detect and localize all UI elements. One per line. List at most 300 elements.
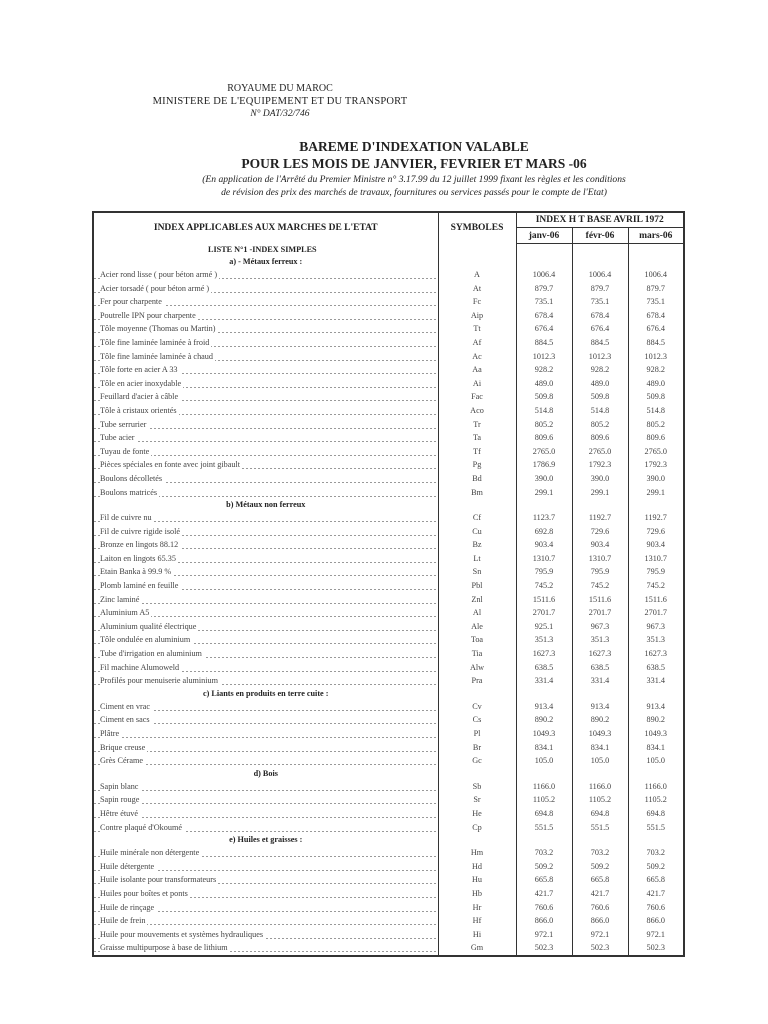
index-symbol: Bd <box>438 472 516 486</box>
index-value: 509.8 <box>516 390 572 404</box>
index-value: 665.8 <box>516 873 572 887</box>
index-symbol: Cf <box>438 511 516 525</box>
index-value: 1012.3 <box>516 350 572 364</box>
column-header-month: janv-06 <box>516 228 572 244</box>
index-name: Feuillard d'acier à câble <box>100 392 179 402</box>
index-value: 703.2 <box>572 846 628 860</box>
document-title <box>0 138 768 172</box>
index-value: 678.4 <box>572 309 628 323</box>
index-value: 676.4 <box>572 322 628 336</box>
index-value: 509.8 <box>646 392 665 402</box>
index-symbol: Bm <box>438 486 516 500</box>
index-name: Tôle en acier inoxydable <box>100 378 182 388</box>
index-symbol: Hb <box>438 887 516 901</box>
index-symbol: Tr <box>438 418 516 432</box>
table-row <box>93 873 684 887</box>
index-symbol: Cv <box>438 700 516 714</box>
index-symbol: Pg <box>438 458 516 472</box>
index-value: 638.5 <box>516 661 572 675</box>
index-value: 834.1 <box>572 741 628 755</box>
table-row <box>93 887 684 901</box>
table-row <box>93 860 684 874</box>
section-header-row <box>93 499 684 511</box>
index-name: Tuyau de fonte <box>100 446 150 456</box>
index-value: 105.0 <box>572 754 628 768</box>
table-row <box>93 727 684 741</box>
table-row <box>93 350 684 364</box>
table-row <box>93 846 684 860</box>
index-name: Etain Banka à 99.9 % <box>100 567 172 577</box>
index-value: 1012.3 <box>644 351 668 361</box>
table-row <box>93 552 684 566</box>
index-name: Bronze en lingots 88.12 <box>100 540 179 550</box>
index-value: 694.8 <box>646 808 665 818</box>
section-header-row <box>93 688 684 700</box>
index-value: 795.9 <box>516 565 572 579</box>
index-value: 676.4 <box>516 322 572 336</box>
index-symbol: Fc <box>438 295 516 309</box>
index-value: 390.0 <box>572 472 628 486</box>
index-symbol: Hd <box>438 860 516 874</box>
index-name: Huile détergente <box>100 861 155 871</box>
index-symbol: Gc <box>438 754 516 768</box>
index-name: Ciment en sacs <box>100 715 150 725</box>
reference-number: N° DAT/32/746 <box>250 109 310 119</box>
table-row <box>93 633 684 647</box>
index-value: 351.3 <box>516 633 572 647</box>
table-row <box>93 713 684 727</box>
index-name: Aluminium qualité électrique <box>100 621 197 631</box>
section-title: b) Métaux non ferreux <box>93 499 438 511</box>
index-name: Hêtre étuvé <box>100 808 138 818</box>
index-value: 879.7 <box>572 282 628 296</box>
index-value: 1511.6 <box>516 593 572 607</box>
index-value: 502.3 <box>572 941 628 956</box>
table-row <box>93 322 684 336</box>
index-value: 729.6 <box>572 525 628 539</box>
index-symbol: Hi <box>438 928 516 942</box>
index-value: 1310.7 <box>572 552 628 566</box>
table-row <box>93 377 684 391</box>
index-value: 760.6 <box>516 901 572 915</box>
table-row <box>93 431 684 445</box>
table-row <box>93 336 684 350</box>
index-value: 703.2 <box>516 846 572 860</box>
column-header-month: févr-06 <box>572 228 628 244</box>
subtitle-line-2: de révision des prix des marchés de travaux, fournitures ou services passés pour le compte de l'Etat) <box>221 187 607 198</box>
index-value: 928.2 <box>516 363 572 377</box>
table-row <box>93 538 684 552</box>
index-value: 2765.0 <box>572 445 628 459</box>
index-value: 351.3 <box>572 633 628 647</box>
index-name: Pièces spéciales en fonte avec joint gibault <box>100 460 241 470</box>
index-name: Huile minérale non détergente <box>100 848 200 858</box>
index-value: 1049.3 <box>644 729 668 738</box>
table-row <box>93 741 684 755</box>
index-value: 1105.2 <box>572 793 628 807</box>
index-name: Tube acier <box>100 433 135 443</box>
table-row <box>93 295 684 309</box>
index-value: 1006.4 <box>644 270 668 279</box>
index-symbol: Ta <box>438 431 516 445</box>
subtitle-line-1: (En application de l'Arrêté du Premier Ministre n° 3.17.99 du 12 juillet 1999 fixant les règles et les conditions <box>202 174 626 185</box>
index-symbol: Lt <box>438 552 516 566</box>
index-value: 972.1 <box>516 928 572 942</box>
index-symbol: Ac <box>438 350 516 364</box>
index-symbol: Ai <box>438 377 516 391</box>
index-value: 694.8 <box>516 807 572 821</box>
index-symbol: Sn <box>438 565 516 579</box>
index-value: 1012.3 <box>572 350 628 364</box>
index-name: Acier rond lisse ( pour béton armé ) <box>100 270 218 279</box>
index-value: 1049.3 <box>516 727 572 741</box>
index-name: Plomb laminé en feuille <box>100 581 179 591</box>
index-value: 551.5 <box>646 822 665 832</box>
kingdom-label: ROYAUME DU MAROC <box>227 83 333 94</box>
table-row <box>93 579 684 593</box>
index-value: 1049.3 <box>572 727 628 741</box>
table-row <box>93 647 684 661</box>
section-title: c) Liants en produits en terre cuite : <box>93 688 438 700</box>
index-name: Brique creuse <box>100 742 146 752</box>
index-symbol: Ale <box>438 620 516 634</box>
index-value: 703.2 <box>646 848 665 858</box>
index-symbol: Al <box>438 606 516 620</box>
index-value: 665.8 <box>572 873 628 887</box>
index-value: 866.0 <box>646 916 665 926</box>
index-value: 331.4 <box>516 674 572 688</box>
index-value: 1792.3 <box>644 460 668 470</box>
index-value: 967.3 <box>572 620 628 634</box>
index-value: 105.0 <box>646 756 665 766</box>
index-value: 805.2 <box>516 418 572 432</box>
index-value: 809.6 <box>646 433 665 443</box>
index-name: Huile pour mouvements et systèmes hydrauliques <box>100 929 264 939</box>
index-value: 1786.9 <box>516 458 572 472</box>
index-value: 913.4 <box>572 700 628 714</box>
table-row <box>93 661 684 675</box>
section-title: a) - Métaux ferreux : <box>93 256 438 268</box>
index-value: 1006.4 <box>516 268 572 282</box>
index-name: Fil de cuivre nu <box>100 513 152 523</box>
index-symbol: Tt <box>438 322 516 336</box>
index-symbol: Aa <box>438 363 516 377</box>
index-value: 1192.7 <box>644 513 667 523</box>
table-row <box>93 914 684 928</box>
index-value: 2701.7 <box>644 608 668 618</box>
index-value: 913.4 <box>646 701 665 711</box>
index-value: 421.7 <box>646 888 665 898</box>
index-value: 866.0 <box>572 914 628 928</box>
index-name: Tôle fine laminée laminée à chaud <box>100 351 213 361</box>
index-symbol: Cs <box>438 713 516 727</box>
table-row <box>93 901 684 915</box>
index-value: 928.2 <box>646 365 665 375</box>
index-name: Boulons décolletés <box>100 473 163 483</box>
table-row <box>93 458 684 472</box>
index-name: Profilés pour menuiserie aluminium <box>100 676 219 686</box>
index-value: 1511.6 <box>644 594 667 604</box>
table-row <box>93 754 684 768</box>
index-symbol: Br <box>438 741 516 755</box>
ministry-name: MINISTERE DE L'EQUIPEMENT ET DU TRANSPORT <box>152 96 408 107</box>
index-symbol: Pra <box>438 674 516 688</box>
index-value: 665.8 <box>646 875 665 885</box>
table-row <box>93 606 684 620</box>
index-value: 884.5 <box>572 336 628 350</box>
index-name: Huiles pour boîtes et ponts <box>100 888 188 898</box>
table-row <box>93 309 684 323</box>
index-value: 809.6 <box>572 431 628 445</box>
index-name: Ciment en vrac <box>100 701 151 711</box>
index-value: 1627.3 <box>516 647 572 661</box>
index-name: Tube serrurier <box>100 419 147 429</box>
index-symbol: Pl <box>438 727 516 741</box>
index-value: 489.0 <box>646 378 665 388</box>
index-value: 1627.3 <box>572 647 628 661</box>
index-symbol: He <box>438 807 516 821</box>
index-value: 1511.6 <box>572 593 628 607</box>
index-value: 884.5 <box>516 336 572 350</box>
index-name: Huile isolante pour transformateurs <box>100 875 217 885</box>
section-header-row <box>93 834 684 846</box>
index-symbol: Alw <box>438 661 516 675</box>
index-value: 735.1 <box>572 295 628 309</box>
index-symbol: Af <box>438 336 516 350</box>
index-value: 1627.3 <box>644 649 668 659</box>
index-name: Fer pour charpente <box>100 297 162 307</box>
index-symbol: Hf <box>438 914 516 928</box>
table-row <box>93 282 684 296</box>
index-value: 551.5 <box>572 821 628 835</box>
index-name: Tôle à cristaux orientés <box>100 405 177 415</box>
table-row <box>93 525 684 539</box>
table-row <box>93 390 684 404</box>
index-value: 676.4 <box>646 324 665 334</box>
index-value: 489.0 <box>516 377 572 391</box>
index-value: 745.2 <box>572 579 628 593</box>
index-value: 390.0 <box>516 472 572 486</box>
section-header-row <box>93 256 684 268</box>
index-value: 1792.3 <box>572 458 628 472</box>
index-value: 745.2 <box>516 579 572 593</box>
index-value: 2701.7 <box>516 606 572 620</box>
index-value: 509.2 <box>516 860 572 874</box>
index-symbol: Bz <box>438 538 516 552</box>
title-line-1: BAREME D'INDEXATION VALABLE <box>299 139 529 154</box>
index-value: 514.8 <box>572 404 628 418</box>
index-value: 1310.7 <box>516 552 572 566</box>
index-value: 866.0 <box>516 914 572 928</box>
index-value: 299.1 <box>646 487 665 497</box>
index-name: Plâtre <box>100 729 120 738</box>
table-row <box>93 807 684 821</box>
index-name: Sapin blanc <box>100 781 139 791</box>
title-line-2: POUR LES MOIS DE JANVIER, FEVRIER ET MARS -06 <box>241 156 587 171</box>
index-value: 489.0 <box>572 377 628 391</box>
column-header-index: INDEX APPLICABLES AUX MARCHES DE L'ETAT <box>93 212 438 244</box>
table-row <box>93 593 684 607</box>
index-value: 834.1 <box>646 742 665 752</box>
index-value: 694.8 <box>572 807 628 821</box>
index-name: Sapin rouge <box>100 795 140 805</box>
index-value: 299.1 <box>572 486 628 500</box>
index-value: 967.3 <box>646 621 665 631</box>
index-name: Acier torsadé ( pour béton armé ) <box>100 283 210 293</box>
index-name: Grès Cérame <box>100 756 143 766</box>
index-value: 678.4 <box>646 310 665 320</box>
index-value: 502.3 <box>516 941 572 956</box>
index-value: 735.1 <box>516 295 572 309</box>
index-name: Huile de frein <box>100 916 146 926</box>
index-name: Laiton en lingots 65.35 <box>100 553 176 563</box>
index-value: 1105.2 <box>516 793 572 807</box>
index-value: 638.5 <box>572 661 628 675</box>
index-value: 509.2 <box>646 861 665 871</box>
list-title-row <box>93 244 684 257</box>
index-value: 890.2 <box>516 713 572 727</box>
table-row <box>93 418 684 432</box>
index-value: 1310.7 <box>644 553 668 563</box>
table-row <box>93 674 684 688</box>
index-name: Tube d'irrigation en aluminium <box>100 649 202 659</box>
index-value: 509.2 <box>572 860 628 874</box>
index-value: 514.8 <box>516 404 572 418</box>
index-value: 925.1 <box>516 620 572 634</box>
table-row <box>93 821 684 835</box>
index-value: 299.1 <box>516 486 572 500</box>
table-row <box>93 793 684 807</box>
index-symbol: Tia <box>438 647 516 661</box>
index-name: Contre plaqué d'Okoumé <box>100 822 182 832</box>
index-symbol: At <box>438 282 516 296</box>
index-value: 890.2 <box>572 713 628 727</box>
index-name: Fil de cuivre rigide isolé <box>100 526 181 536</box>
table-body <box>93 244 684 956</box>
index-value: 879.7 <box>516 282 572 296</box>
list-title: LISTE N°1 -INDEX SIMPLES <box>93 244 438 257</box>
index-value: 1166.0 <box>572 780 628 794</box>
index-value: 760.6 <box>646 902 665 912</box>
index-name: Tôle forte en acier A 33 <box>100 365 178 375</box>
document-subtitle <box>0 173 768 199</box>
index-value: 509.8 <box>572 390 628 404</box>
index-value: 502.3 <box>646 943 665 953</box>
index-value: 421.7 <box>572 887 628 901</box>
index-name: Tôle moyenne (Thomas ou Martin) <box>100 324 216 334</box>
index-value: 760.6 <box>572 901 628 915</box>
index-value: 692.8 <box>516 525 572 539</box>
index-name: Graisse multipurpose à base de lithium <box>100 943 228 953</box>
table-row <box>93 565 684 579</box>
index-name: Aluminium A5 <box>100 608 150 618</box>
index-value: 105.0 <box>516 754 572 768</box>
index-value: 890.2 <box>646 715 665 725</box>
index-value: 2765.0 <box>516 445 572 459</box>
index-value: 390.0 <box>646 473 665 483</box>
index-value: 903.4 <box>516 538 572 552</box>
table-row <box>93 780 684 794</box>
table-row <box>93 620 684 634</box>
index-value: 913.4 <box>516 700 572 714</box>
index-symbol: Cu <box>438 525 516 539</box>
index-symbol: Tf <box>438 445 516 459</box>
index-value: 331.4 <box>572 674 628 688</box>
table-row <box>93 268 684 282</box>
index-symbol: Aip <box>438 309 516 323</box>
index-value: 972.1 <box>572 928 628 942</box>
table-row <box>93 445 684 459</box>
section-title: e) Huiles et graisses : <box>93 834 438 846</box>
index-symbol: Cp <box>438 821 516 835</box>
index-value: 1105.2 <box>644 795 667 805</box>
index-name: Boulons matricés <box>100 487 158 497</box>
index-value: 903.4 <box>646 540 665 550</box>
table-row <box>93 928 684 942</box>
index-name: Tôle fine laminée laminée à froid <box>100 337 210 347</box>
index-name: Poutrelle IPN pour charpente <box>100 310 196 320</box>
index-value: 903.4 <box>572 538 628 552</box>
index-value: 331.4 <box>646 676 665 686</box>
index-symbol: Znl <box>438 593 516 607</box>
index-value: 678.4 <box>516 309 572 323</box>
index-value: 351.3 <box>646 635 665 645</box>
index-symbol: Pbl <box>438 579 516 593</box>
index-name: Fil machine Alumoweld <box>100 662 180 672</box>
index-value: 735.1 <box>646 297 665 307</box>
table-row <box>93 486 684 500</box>
index-value: 1123.7 <box>516 511 572 525</box>
index-value: 879.7 <box>646 283 665 293</box>
table-row <box>93 363 684 377</box>
table-row <box>93 941 684 956</box>
index-value: 2701.7 <box>572 606 628 620</box>
index-name: Huile de rinçage <box>100 902 155 912</box>
index-value: 1006.4 <box>572 268 628 282</box>
index-value: 551.5 <box>516 821 572 835</box>
index-value: 514.8 <box>646 405 665 415</box>
index-value: 834.1 <box>516 741 572 755</box>
column-header-symbols: SYMBOLES <box>438 212 516 244</box>
index-symbol: Hm <box>438 846 516 860</box>
table-row <box>93 472 684 486</box>
index-value: 805.2 <box>646 419 665 429</box>
index-value: 795.9 <box>572 565 628 579</box>
index-symbol: Fac <box>438 390 516 404</box>
index-value: 2765.0 <box>644 446 668 456</box>
index-name: Tôle ondulée en aluminium <box>100 635 191 645</box>
column-header-month: mars-06 <box>628 228 684 244</box>
table-row <box>93 404 684 418</box>
index-value: 745.2 <box>646 581 665 591</box>
index-value: 928.2 <box>572 363 628 377</box>
index-symbol: Sb <box>438 780 516 794</box>
index-symbol: Sr <box>438 793 516 807</box>
index-value: 795.9 <box>646 567 665 577</box>
section-header-row <box>93 768 684 780</box>
index-value: 809.6 <box>516 431 572 445</box>
index-value: 805.2 <box>572 418 628 432</box>
index-symbol: Toa <box>438 633 516 647</box>
ministry-header <box>130 82 430 121</box>
index-name: Zinc laminé <box>100 594 140 604</box>
index-value: 1166.0 <box>516 780 572 794</box>
index-value: 884.5 <box>646 337 665 347</box>
index-value: 972.1 <box>646 929 665 939</box>
index-symbol: A <box>438 268 516 282</box>
index-symbol: Gm <box>438 941 516 956</box>
table-row <box>93 700 684 714</box>
